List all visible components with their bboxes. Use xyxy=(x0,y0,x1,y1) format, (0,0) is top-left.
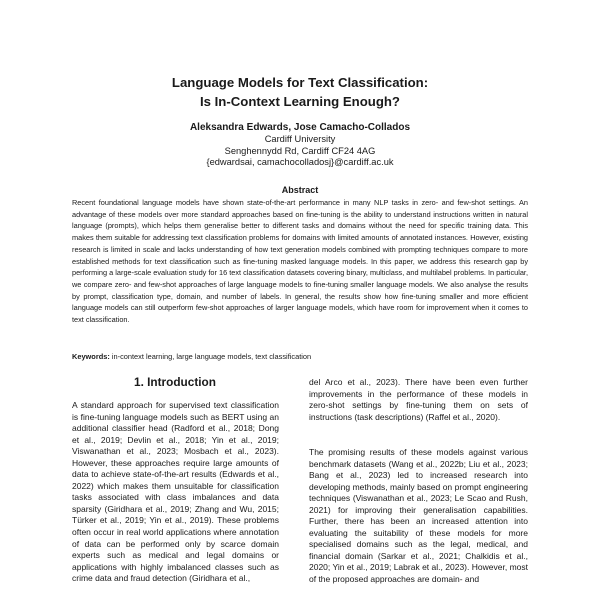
intro-right-paragraph-1 xyxy=(309,377,528,423)
address: Senghennydd Rd, Cardiff CF24 4AG xyxy=(224,146,376,156)
abstract-heading: Abstract xyxy=(281,185,319,195)
keywords-text: in-context learning, large language models, text classification xyxy=(111,352,312,361)
paper-title xyxy=(0,73,600,111)
title-line-2: Is In-Context Learning Enough? xyxy=(199,94,400,109)
title-line-1: Language Models for Text Classification: xyxy=(171,75,429,90)
keywords-label: Keywords: xyxy=(72,352,110,361)
abstract-text: Recent foundational language models have shown state-of-the-art performance in many NLP tasks in zero- and few-shot settings. An advantage of these models over more standard approaches based on fine-tuning is the ability to understand instructions written in natural language (prompts), which helps them generalise better to different tasks and domains without the need for specific training data. This makes them suitable for addressing text classification problems for domains with limited amounts of annotated instances. However, existing research is limited in scale and lacks understanding of how text generation models combined with prompting techniques compare to more established methods for text classification such as fine-tuning masked language models. In this paper, we address this research gap by performing a large-scale evaluation study for 16 text classification datasets covering binary, multiclass, and multilabel problems. In particular, we compare zero- and few-shot approaches of large language models to fine-tuning smaller language models. We also analyse the results by prompt, classification type, domain, and number of labels. In general, the results show how fine-tuning smaller and more efficient language models can still outperform few-shot approaches of larger language models, which have room for improvement when it comes to text classification. xyxy=(72,198,528,325)
email: {edwardsai, camachocolladosj}@cardiff.ac.uk xyxy=(206,157,394,167)
intro-right-text-2: The promising results of these models against various benchmark datasets (Wang et al., 2022b; Liu et al., 2023; Bang et al., 2023) led to increased research into developing methods, mainly based on prompt engineering techniques (Viswanathan et al., 2023; Le Scao and Rush, 2021) for improving their generalisation capabilities. Further, there has been an increased attention into evaluating the suitability of these models for more specialised domains such as the legal, medical, and financial domain (Sarkar et al., 2021; Chalkidis et al., 2020; Yin et al., 2019; Labrak et al., 2023). However, most of the proposed approaches are domain- and xyxy=(309,447,528,585)
keywords xyxy=(72,352,311,361)
section-heading: 1. Introduction xyxy=(134,375,216,389)
authors: Aleksandra Edwards, Jose Camacho-Collados xyxy=(189,122,411,133)
intro-right-text-1: del Arco et al., 2023). There have been even further improvements in the performance of these models in zero-shot settings by fine-tuning them on sets of instructions (task descriptions) (Raffel et al., 2020). xyxy=(309,377,528,422)
intro-left-paragraph: A standard approach for supervised text classification is fine-tuning language models such as BERT using an additional classifier head (Radford et al., 2018; Dong et al., 2019; Devlin et al., 2018; Yin et al., 2019; Viswanathan et al., 2023; Mosbach et al., 2023). However, these approaches require large amounts of data to achieve state-of-the-art results (Edwards et al., 2022) which makes them unsuitable for classification tasks associated with class imbalances and data sparsity (Giridhara et al., 2019; Zhang and Wu, 2015; Türker et al., 2019; Yin et al., 2019). These problems often occur in real world applications where annotation of data can be performed only by scarce domain experts such as medical and legal domains or applications with highly imbalanced classes such as crime data and fraud detection (Giridhara et al., xyxy=(72,400,279,584)
affiliation: Cardiff University xyxy=(264,134,336,144)
intro-left-column xyxy=(72,400,279,585)
intro-right-paragraph-2 xyxy=(309,447,528,586)
